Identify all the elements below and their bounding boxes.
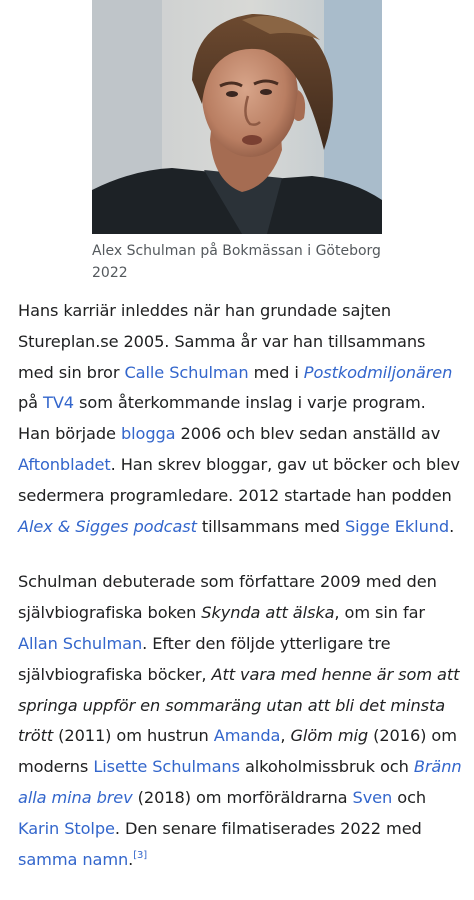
text: Hans karriär inleddes när han grundade sajten Stureplan.se 2005. Samma år var han tillsammans med sin bror [18,301,426,382]
paragraph-author [18,567,462,875]
text: , om sin far [334,603,425,623]
text: och [392,787,427,807]
link-amanda[interactable]: Amanda [213,726,281,746]
text: tillsammans med [196,516,345,536]
text: . Han skrev bloggar, gav ut böcker och blev sedermera programledare. 2012 startade han podden [18,454,460,505]
text: (2016) om moderns [18,726,457,777]
link-text: Postkodmiljonären [303,362,453,382]
text: som återkommande inslag i varje program. Han började [18,393,426,444]
article-body [18,296,462,875]
portrait-photo[interactable] [92,0,382,234]
link-alex-sigges-podcast[interactable] [18,517,197,536]
link-karin-stolpe[interactable]: Karin Stolpe [18,818,115,838]
link-samma-namn[interactable]: samma namn [18,849,129,869]
link-text: Bränn alla mina brev [18,757,462,807]
text: alkoholmissbruk och [239,757,414,777]
text: (2018) om morföräldrarna [132,787,353,807]
reference-link[interactable]: [3] [133,849,148,861]
text: på [18,393,44,413]
text: med i [248,362,304,382]
link-aftonbladet[interactable]: Aftonbladet [18,454,111,474]
book-title-att-vara: Att vara med henne är som att springa uppför en sommaräng utan att bli det minsta trött [18,664,460,746]
text: Schulman debuterade som författare 2009 med den självbiografiska boken [18,572,437,623]
link-blogga[interactable]: blogga [120,424,176,444]
article-figure [92,0,382,284]
text: . Efter den följde ytterligare tre självbiografiska böcker, [18,633,391,684]
link-text: Alex & Sigges podcast [18,516,197,536]
text: (2011) om hustrun [53,726,214,746]
link-lisette-schulman[interactable]: Lisette Schulmans [93,757,240,777]
link-sven[interactable]: Sven [352,787,393,807]
link-allan-schulman[interactable]: Allan Schulman [18,633,143,653]
text: . Den senare filmatiserades 2022 med [114,818,422,838]
link-postkodmiljonaren[interactable] [304,363,453,382]
link-sigge-eklund[interactable]: Sigge Eklund [344,516,450,536]
book-title-skynda: Skynda att älska [201,603,335,623]
paragraph-career [18,296,462,542]
image-caption: Alex Schulman på Bokmässan i Göteborg 2022 [92,243,381,281]
text: 2006 och blev sedan anställd av [175,424,441,444]
text: . [449,516,455,536]
book-title-glom-mig: Glöm mig [290,726,369,746]
text: . [128,849,134,869]
text: , [280,726,291,746]
link-tv4[interactable]: TV4 [43,393,75,413]
link-calle-schulman[interactable]: Calle Schulman [124,362,249,382]
